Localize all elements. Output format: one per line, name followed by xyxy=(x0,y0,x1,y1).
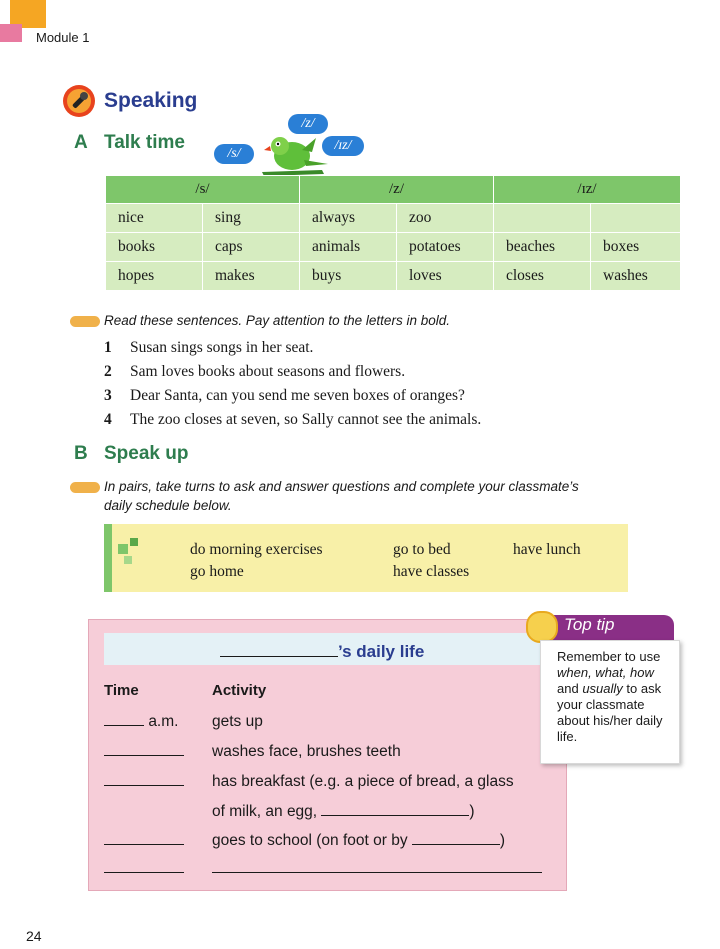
schedule-activity: gets up xyxy=(212,713,263,730)
top-tip-text xyxy=(557,649,669,745)
time-blank[interactable] xyxy=(104,725,144,726)
module-label: Module 1 xyxy=(36,30,90,45)
lightbulb-icon xyxy=(526,611,558,643)
table-cell xyxy=(591,204,681,233)
table-row xyxy=(106,233,681,262)
activity-text: goes to school (on foot or by xyxy=(212,832,408,849)
sentence-number: 1 xyxy=(104,339,112,356)
section-a-title: Talk time xyxy=(104,132,185,153)
schedule-time-5 xyxy=(104,860,184,878)
corner-decoration-pink xyxy=(0,24,22,42)
table-cell: hopes xyxy=(106,262,203,291)
sentence-text: Susan sings songs in her seat. xyxy=(130,339,314,356)
table-row xyxy=(106,262,681,291)
table-cell: caps xyxy=(203,233,300,262)
phrase-item: have classes xyxy=(393,563,470,580)
time-header: Time xyxy=(104,682,139,699)
top-tip-box xyxy=(540,640,680,764)
tip-text-part: to ask your classmate about his/her daily life. xyxy=(557,681,663,744)
tip-text-part: Remember to xyxy=(557,649,636,664)
table-cell: closes xyxy=(494,262,591,291)
phrase-item: do morning exercises xyxy=(190,541,323,558)
sentence-3 xyxy=(104,387,465,405)
table-cell: animals xyxy=(300,233,397,262)
top-tip-label: Top tip xyxy=(564,615,615,634)
am-label: a.m. xyxy=(148,713,179,730)
page-number: 24 xyxy=(26,928,42,944)
table-row xyxy=(106,204,681,233)
bubble-s: /s/ xyxy=(214,144,254,164)
section-b-title: Speak up xyxy=(104,443,189,464)
table-cell: nice xyxy=(106,204,203,233)
schedule-activity-continued xyxy=(212,803,475,821)
decorative-squares-icon xyxy=(104,524,144,592)
table-cell: beaches xyxy=(494,233,591,262)
time-blank[interactable] xyxy=(104,785,184,786)
schedule-time-4 xyxy=(104,832,184,850)
table-cell: always xyxy=(300,204,397,233)
instruction-marker xyxy=(70,482,100,493)
table-cell: sing xyxy=(203,204,300,233)
sentence-number: 2 xyxy=(104,363,112,380)
sentence-2 xyxy=(104,363,405,381)
phrase-item: go to bed xyxy=(393,541,451,558)
sentence-number: 3 xyxy=(104,387,112,404)
table-header-iz: /ɪz/ xyxy=(494,176,681,204)
daily-life-title-text: ’s daily life xyxy=(338,642,425,661)
schedule-activity-blank xyxy=(212,860,542,878)
daily-life-title xyxy=(220,642,424,662)
table-header-s: /s/ xyxy=(106,176,300,204)
table-header-z: /z/ xyxy=(300,176,494,204)
tip-text-italic: how xyxy=(630,665,654,680)
name-blank[interactable] xyxy=(220,656,338,657)
sentence-text: Dear Santa, can you send me seven boxes of oranges? xyxy=(130,387,465,404)
sentence-1 xyxy=(104,339,313,357)
table-cell: makes xyxy=(203,262,300,291)
section-b-letter: B xyxy=(74,443,88,464)
close-paren: ) xyxy=(499,832,506,849)
phonics-table xyxy=(105,175,681,291)
instruction-marker xyxy=(70,316,100,327)
table-cell: buys xyxy=(300,262,397,291)
table-cell: books xyxy=(106,233,203,262)
schedule-time-3 xyxy=(104,773,184,791)
answer-blank[interactable] xyxy=(321,815,469,816)
section-a-instruction: Read these sentences. Pay attention to the letters in bold. xyxy=(104,313,450,328)
sentence-number: 4 xyxy=(104,411,112,428)
schedule-time-2 xyxy=(104,743,184,761)
schedule-time-1 xyxy=(104,713,178,731)
close-paren: ) xyxy=(469,803,475,820)
bubble-iz: /ɪz/ xyxy=(322,136,364,156)
activity-header: Activity xyxy=(212,682,267,699)
time-blank[interactable] xyxy=(104,755,184,756)
time-blank[interactable] xyxy=(104,844,184,845)
answer-blank[interactable] xyxy=(212,872,542,873)
section-b-instruction-line-1: In pairs, take turns to ask and answer questions and complete your classmate’s xyxy=(104,479,579,494)
tip-text-italic: usually xyxy=(582,681,623,696)
tip-text-part: and xyxy=(557,681,579,696)
sentence-text: Sam loves books about seasons and flowers. xyxy=(130,363,406,380)
tip-text-italic: when, what, xyxy=(557,665,627,680)
phrase-item: have lunch xyxy=(513,541,581,558)
table-cell: boxes xyxy=(591,233,681,262)
table-cell: zoo xyxy=(397,204,494,233)
section-b-instruction-line-2: daily schedule below. xyxy=(104,498,232,513)
sentence-4 xyxy=(104,411,481,429)
answer-blank[interactable] xyxy=(412,844,500,845)
table-cell: loves xyxy=(397,262,494,291)
activity-text: of milk, an egg, xyxy=(212,803,318,820)
speaking-title: Speaking xyxy=(104,89,198,112)
bubble-z: /z/ xyxy=(288,114,328,134)
tip-text-part: use xyxy=(639,649,661,664)
phrase-item: go home xyxy=(190,563,244,580)
sentence-text: The zoo closes at seven, so Sally cannot see the animals. xyxy=(130,411,482,428)
schedule-activity: washes face, brushes teeth xyxy=(212,743,401,760)
schedule-activity: has breakfast (e.g. a piece of bread, a glass xyxy=(212,773,514,790)
section-a-letter: A xyxy=(74,132,88,153)
time-blank[interactable] xyxy=(104,872,184,873)
schedule-activity xyxy=(212,832,505,850)
table-cell: washes xyxy=(591,262,681,291)
table-cell: potatoes xyxy=(397,233,494,262)
microphone-icon xyxy=(62,84,96,118)
table-cell xyxy=(494,204,591,233)
